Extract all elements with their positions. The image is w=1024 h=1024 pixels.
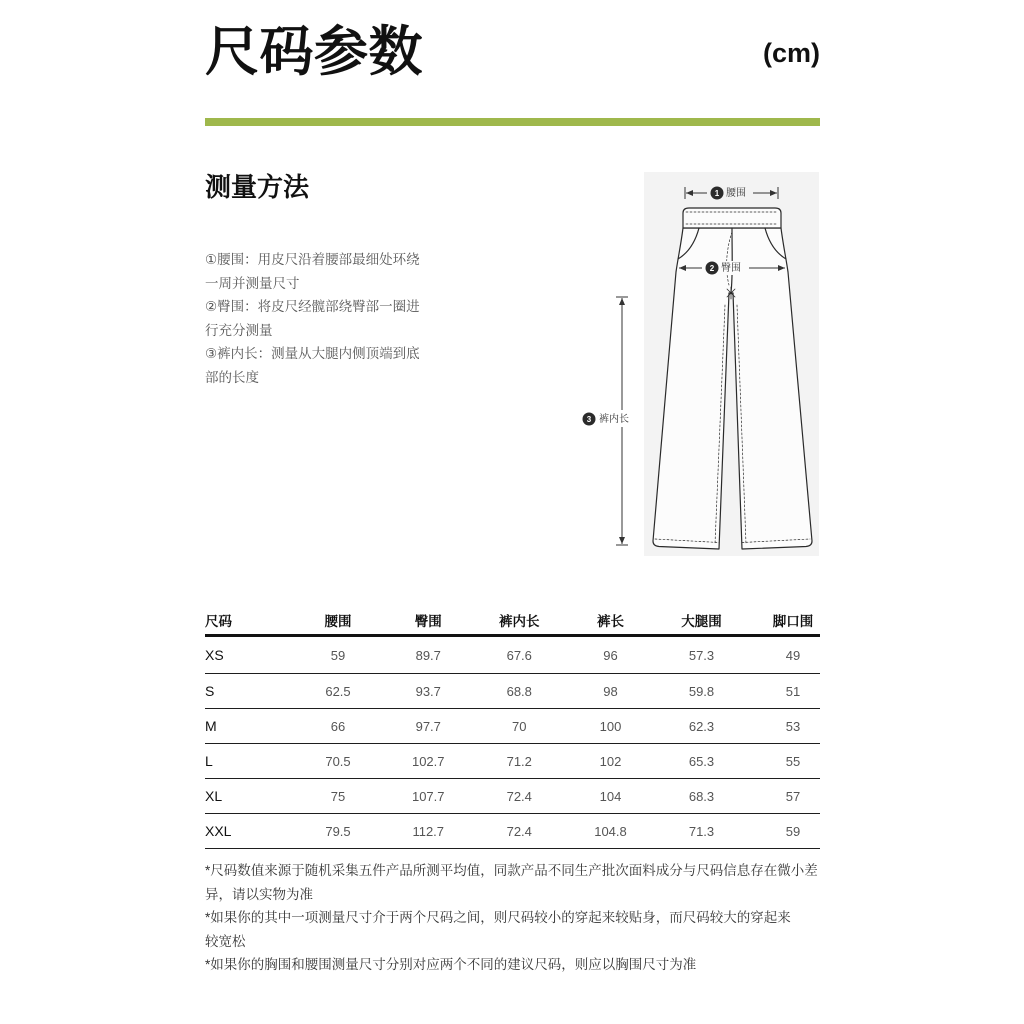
table-row — [205, 637, 820, 674]
inseam-value: 72.4 — [506, 788, 532, 804]
footnote-sampling — [205, 859, 820, 906]
waist-value: 75 — [330, 788, 346, 804]
instruction-inseam — [205, 342, 420, 389]
instruction-waist — [205, 248, 420, 295]
waist-value: 66 — [330, 718, 346, 734]
footnote-line: 较宽松 — [205, 933, 246, 949]
column-header-size: 尺码 — [205, 613, 232, 629]
hip-number: 2 — [709, 264, 715, 273]
column-header-hem: 脚口围 — [772, 613, 814, 629]
length-value: 102 — [599, 753, 622, 769]
length-value: 104.8 — [594, 823, 627, 839]
measurement-heading: 测量方法 — [205, 172, 310, 202]
instruction-line: ②臀围：将皮尺经髋部绕臀部一圈进 — [205, 299, 420, 315]
length-value: 100 — [599, 718, 622, 734]
hem-value: 57 — [785, 788, 801, 804]
size-label: XL — [205, 788, 223, 804]
accent-divider — [205, 118, 820, 126]
hem-value: 53 — [785, 718, 801, 734]
instruction-line: ③裤内长：测量从大腿内侧顶端到底 — [205, 346, 420, 362]
pants-measurement-diagram — [570, 165, 830, 565]
column-header-length: 裤长 — [597, 613, 624, 629]
column-header-waist: 腰围 — [324, 613, 352, 629]
length-value: 98 — [603, 683, 618, 699]
hem-value: 49 — [785, 647, 801, 663]
size-label: M — [205, 718, 217, 734]
inseam-value: 70 — [512, 718, 527, 734]
table-row — [205, 779, 820, 814]
instruction-hip — [205, 295, 420, 342]
unit-label: (cm) — [762, 38, 820, 68]
inseam-value: 68.8 — [506, 683, 532, 699]
hem-value: 59 — [785, 823, 801, 839]
footnote-line: *尺码数值来源于随机采集五件产品所测平均值，同款产品不同生产批次面料成分与尺码信息存在微小差 — [205, 863, 818, 878]
thigh-value: 62.3 — [688, 718, 715, 734]
table-header — [205, 605, 820, 637]
waist-value: 70.5 — [325, 753, 351, 769]
footnote-between-sizes — [205, 906, 820, 953]
size-label: XS — [205, 647, 224, 663]
waist-value: 62.5 — [325, 683, 351, 699]
inseam-value: 71.2 — [506, 753, 532, 769]
waist-value: 79.5 — [325, 823, 351, 839]
table-row — [205, 744, 820, 779]
instruction-line: 一周并测量尺寸 — [205, 275, 300, 291]
length-value: 96 — [603, 647, 618, 663]
table-row — [205, 814, 820, 849]
hip-value: 107.7 — [411, 788, 445, 804]
footnote-line: *如果你的其中一项测量尺寸介于两个尺码之间，则尺码较小的穿起来较贴身，而尺码较大的穿起来 — [205, 910, 791, 926]
footnote-line: *如果你的胸围和腰围测量尺寸分别对应两个不同的建议尺码，则应以胸围尺寸为准 — [205, 957, 697, 973]
size-label: XXL — [205, 823, 232, 839]
table-row — [205, 674, 820, 709]
inseam-label: 裤内长 — [599, 414, 629, 425]
inseam-measure-arrow — [580, 297, 637, 545]
instruction-line: 行充分测量 — [205, 322, 273, 338]
measurement-instructions — [205, 248, 420, 390]
hip-value: 97.7 — [415, 718, 441, 734]
hem-value: 51 — [785, 683, 801, 699]
hip-label: 臀围 — [721, 263, 741, 274]
column-header-hip: 臀围 — [414, 613, 442, 629]
thigh-value: 65.3 — [688, 753, 715, 769]
inseam-arrow-top-head — [619, 298, 625, 305]
instruction-line: 部的长度 — [205, 369, 259, 385]
hip-value: 93.7 — [415, 683, 441, 699]
inseam-arrow-bottom-head — [619, 537, 625, 544]
footnote-line: 异，请以实物为准 — [205, 886, 313, 902]
waist-number: 1 — [714, 189, 720, 198]
thigh-value: 68.3 — [688, 788, 715, 804]
thigh-value: 59.8 — [688, 683, 715, 699]
length-value: 104 — [599, 788, 622, 804]
size-label: L — [205, 753, 213, 769]
size-label: S — [205, 683, 215, 699]
footnote-chest-priority — [205, 953, 820, 977]
inseam-number: 3 — [586, 415, 592, 424]
waist-value: 59 — [330, 647, 346, 663]
waistband — [683, 208, 781, 228]
table-row — [205, 709, 820, 744]
hip-value: 89.7 — [415, 647, 441, 663]
inseam-value: 72.4 — [506, 823, 532, 839]
column-header-thigh: 大腿围 — [681, 613, 722, 629]
page-title: 尺码参数 — [205, 22, 423, 82]
inseam-value: 67.6 — [506, 647, 532, 663]
thigh-value: 71.3 — [688, 823, 715, 839]
size-table — [205, 605, 820, 849]
column-header-inseam: 裤内长 — [499, 613, 540, 629]
hem-value: 55 — [785, 753, 801, 769]
hip-value: 102.7 — [411, 753, 445, 769]
thigh-value: 57.3 — [688, 647, 715, 663]
hip-value: 112.7 — [412, 823, 445, 839]
instruction-line: ①腰围：用皮尺沿着腰部最细处环绕 — [205, 252, 420, 267]
waist-label: 腰围 — [726, 188, 746, 199]
footnotes — [205, 859, 820, 977]
